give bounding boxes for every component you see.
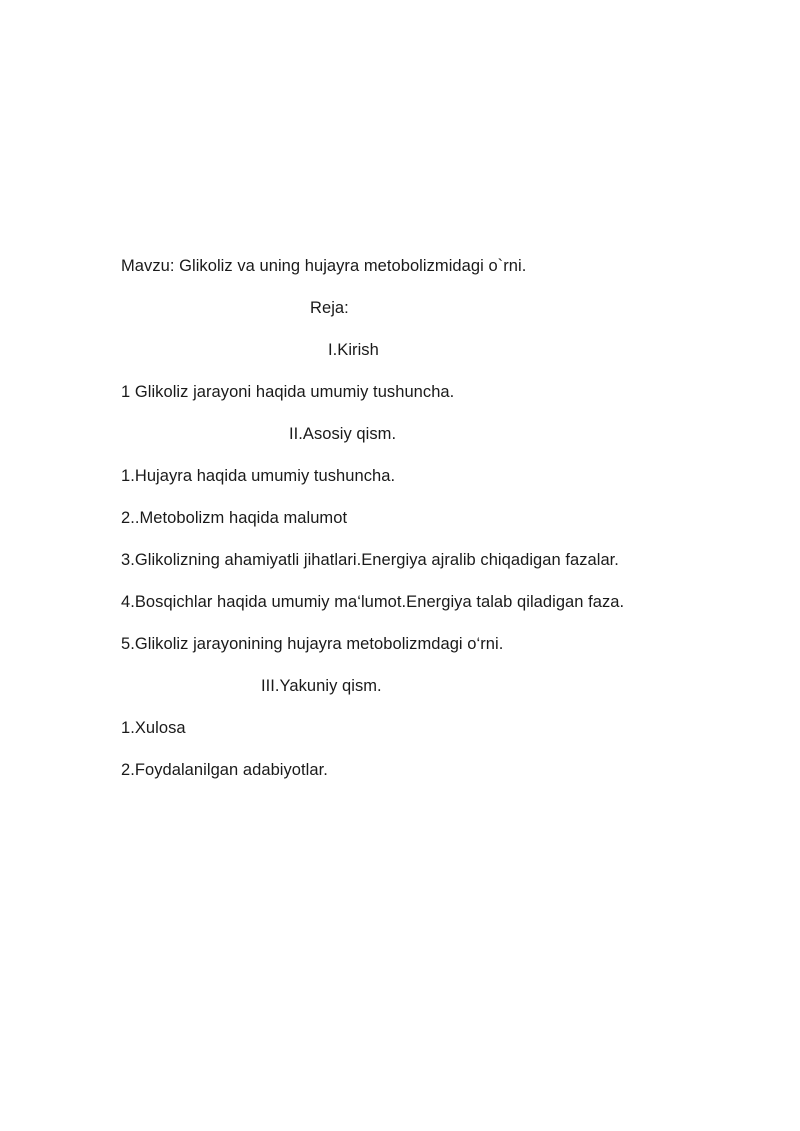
- plan-heading: Reja:: [310, 299, 349, 317]
- plan-item: 4.Bosqichlar haqida umumiy ma‘lumot.Energiya talab qiladigan faza.: [121, 593, 625, 611]
- section-heading-introduction: I.Kirish: [328, 341, 379, 359]
- section-heading-final-part: III.Yakuniy qism.: [261, 677, 382, 695]
- plan-item: 2..Metobolizm haqida malumot: [121, 509, 348, 527]
- plan-item: 2.Foydalanilgan adabiyotlar.: [121, 761, 328, 779]
- plan-item: 1.Xulosa: [121, 719, 186, 737]
- plan-item: 1.Hujayra haqida umumiy tushuncha.: [121, 467, 396, 485]
- plan-item: 5.Glikoliz jarayonining hujayra metobolizmdagi o‘rni.: [121, 635, 504, 653]
- plan-item: 3.Glikolizning ahamiyatli jihatlari.Energiya ajralib chiqadigan fazalar.: [121, 551, 619, 569]
- plan-item: 1 Glikoliz jarayoni haqida umumiy tushuncha.: [121, 383, 455, 401]
- document-topic: Mavzu: Glikoliz va uning hujayra metobolizmidagi o`rni.: [121, 257, 527, 275]
- section-heading-main-part: II.Asosiy qism.: [289, 425, 397, 443]
